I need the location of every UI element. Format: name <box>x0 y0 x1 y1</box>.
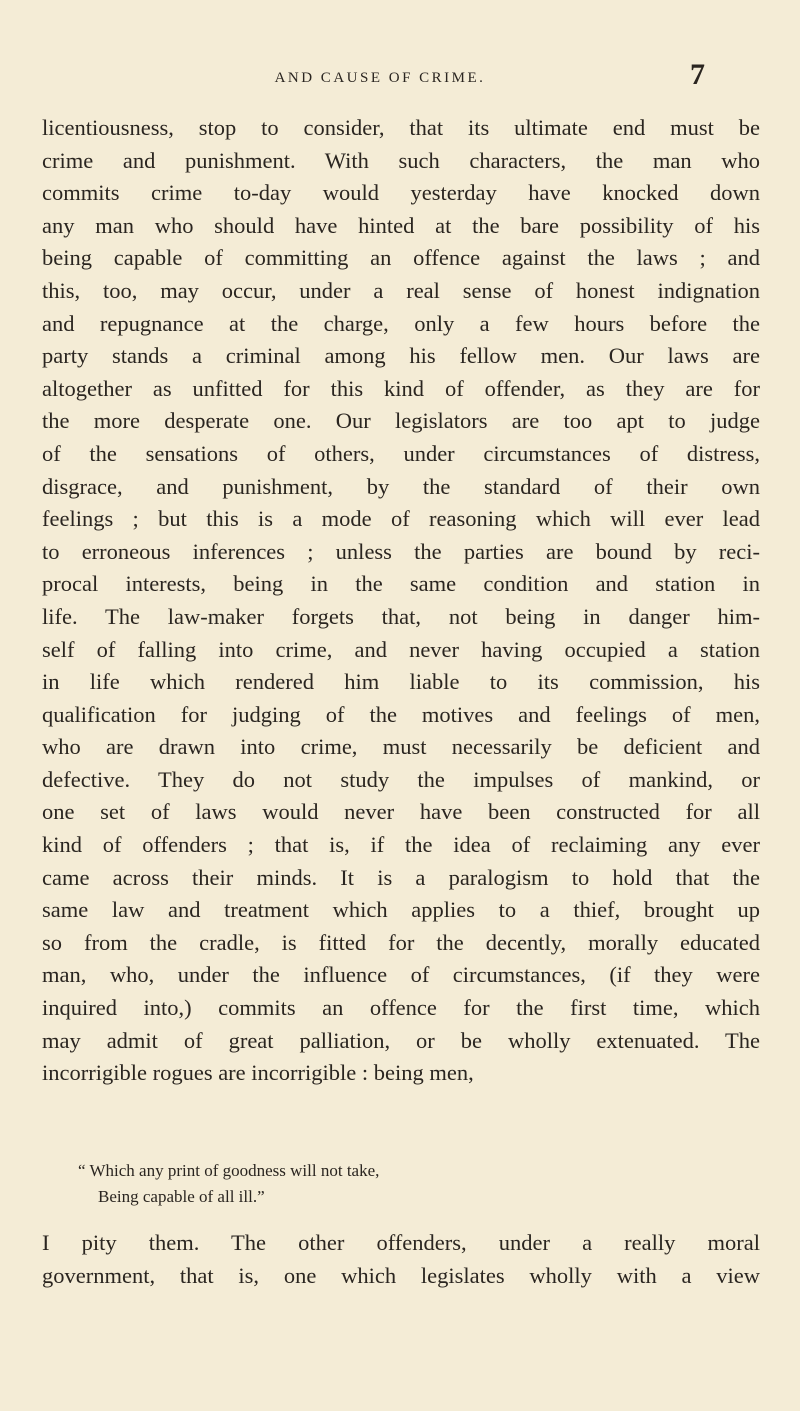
paragraph-continuation <box>42 1227 760 1292</box>
text-line: crime and punishment. With such characters, the man who <box>42 147 760 173</box>
text-line: incorrigible rogues are incorrigible : being men, <box>42 1060 474 1086</box>
block-quote <box>78 1158 678 1210</box>
page-number: 7 <box>690 58 705 91</box>
text-line: may admit of great palliation, or be wholly extenuated. The <box>42 1027 760 1053</box>
text-line: government, that is, one which legislates wholly with a view <box>42 1262 760 1288</box>
text-line: came across their minds. It is a paralogism to hold that the <box>42 864 760 890</box>
text-line: so from the cradle, is fitted for the decently, morally educated <box>42 929 760 955</box>
text-line: same law and treatment which applies to a thief, brought up <box>42 897 760 923</box>
text-line: feelings ; but this is a mode of reasoning which will ever lead <box>42 506 760 532</box>
text-line: defective. They do not study the impulses of mankind, or <box>42 766 760 792</box>
text-line: inquired into,) commits an offence for the first time, which <box>42 995 760 1021</box>
quote-line: “ Which any print of goodness will not take, <box>78 1161 380 1180</box>
text-line: who are drawn into crime, must necessarily be deficient and <box>42 734 760 760</box>
text-line: this, too, may occur, under a real sense of honest indignation <box>42 277 760 303</box>
text-line: disgrace, and punishment, by the standard of their own <box>42 473 760 499</box>
text-line: one set of laws would never have been constructed for all <box>42 799 760 825</box>
text-line: and repugnance at the charge, only a few hours before the <box>42 310 760 336</box>
text-line: life. The law-maker forgets that, not being in danger him- <box>42 603 760 629</box>
text-line: altogether as unfitted for this kind of offender, as they are for <box>42 375 760 401</box>
quote-line: Being capable of all ill.” <box>98 1187 265 1206</box>
text-line: in life which rendered him liable to its commission, his <box>42 669 760 695</box>
text-line: man, who, under the influence of circumstances, (if they were <box>42 962 760 988</box>
text-line: party stands a criminal among his fellow men. Our laws are <box>42 343 760 369</box>
running-title: AND CAUSE OF CRIME. <box>274 70 486 86</box>
text-line: commits crime to-day would yesterday have knocked down <box>42 180 760 206</box>
text-line: any man who should have hinted at the bare possibility of his <box>42 212 760 238</box>
running-head <box>0 58 800 104</box>
text-line: qualification for judging of the motives and feelings of men, <box>42 701 760 727</box>
text-line: I pity them. The other offenders, under a really moral <box>42 1230 760 1255</box>
text-line: procal interests, being in the same condition and station in <box>42 571 760 597</box>
paragraph-main <box>42 112 760 1090</box>
text-line: the more desperate one. Our legislators are too apt to judge <box>42 408 760 434</box>
text-line: of the sensations of others, under circumstances of distress, <box>42 440 760 466</box>
text-line: licentiousness, stop to consider, that its ultimate end must be <box>42 115 760 140</box>
text-line: kind of offenders ; that is, if the idea of reclaiming any ever <box>42 832 760 858</box>
text-line: being capable of committing an offence against the laws ; and <box>42 245 760 271</box>
text-line: self of falling into crime, and never having occupied a station <box>42 636 760 662</box>
text-line: to erroneous inferences ; unless the parties are bound by reci- <box>42 538 760 564</box>
